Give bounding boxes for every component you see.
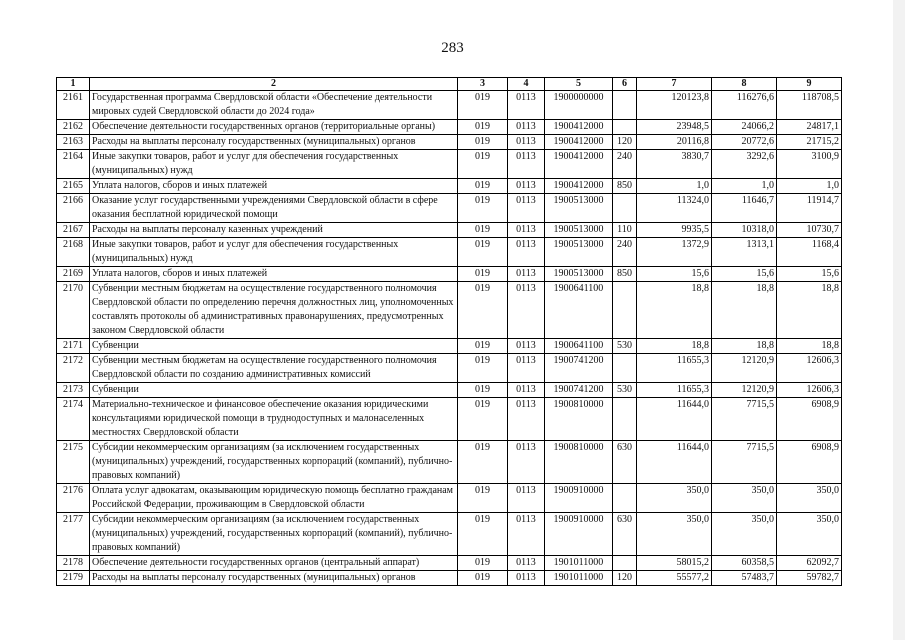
table-row (57, 354, 842, 383)
row-target-article: 1900412000 (545, 150, 613, 179)
table-row (57, 91, 842, 120)
row-department-code: 019 (458, 282, 508, 339)
row-number: 2176 (57, 484, 90, 513)
row-expense-type (613, 398, 637, 441)
row-amount-col9: 18,8 (777, 339, 842, 354)
header-cell: 4 (508, 78, 545, 91)
row-number: 2177 (57, 513, 90, 556)
row-name: Расходы на выплаты персоналу государственных (муниципальных) органов (90, 135, 458, 150)
page-edge (893, 0, 905, 640)
row-number: 2178 (57, 556, 90, 571)
row-amount-col8: 20772,6 (712, 135, 777, 150)
row-section-code: 0113 (508, 223, 545, 238)
row-amount-col8: 12120,9 (712, 383, 777, 398)
table-row (57, 282, 842, 339)
row-expense-type (613, 556, 637, 571)
header-cell: 2 (90, 78, 458, 91)
row-amount-col8: 7715,5 (712, 398, 777, 441)
header-cell: 9 (777, 78, 842, 91)
row-expense-type: 240 (613, 238, 637, 267)
table-row (57, 120, 842, 135)
row-amount-col8: 11646,7 (712, 194, 777, 223)
table-row (57, 484, 842, 513)
row-expense-type: 850 (613, 179, 637, 194)
row-expense-type: 530 (613, 339, 637, 354)
row-department-code: 019 (458, 398, 508, 441)
row-number: 2166 (57, 194, 90, 223)
row-name: Уплата налогов, сборов и иных платежей (90, 267, 458, 282)
row-section-code: 0113 (508, 339, 545, 354)
row-amount-col7: 11644,0 (637, 441, 712, 484)
table-row (57, 267, 842, 282)
row-amount-col7: 11644,0 (637, 398, 712, 441)
row-amount-col9: 6908,9 (777, 398, 842, 441)
row-amount-col7: 350,0 (637, 513, 712, 556)
row-amount-col7: 55577,2 (637, 571, 712, 586)
page-number: 283 (441, 40, 464, 56)
row-amount-col8: 7715,5 (712, 441, 777, 484)
row-number: 2162 (57, 120, 90, 135)
row-amount-col7: 11655,3 (637, 354, 712, 383)
row-section-code: 0113 (508, 571, 545, 586)
row-amount-col7: 350,0 (637, 484, 712, 513)
table-body (57, 91, 842, 586)
row-department-code: 019 (458, 484, 508, 513)
row-amount-col8: 350,0 (712, 513, 777, 556)
row-amount-col9: 118708,5 (777, 91, 842, 120)
row-department-code: 019 (458, 339, 508, 354)
row-target-article: 1901011000 (545, 571, 613, 586)
row-amount-col9: 59782,7 (777, 571, 842, 586)
row-name: Субсидии некоммерческим организациям (за исключением государственных (муниципальных) учреждений, государственных корпораций (компаний), публично-правовых компаний) (90, 513, 458, 556)
table-row (57, 179, 842, 194)
row-amount-col8: 1,0 (712, 179, 777, 194)
row-amount-col7: 120123,8 (637, 91, 712, 120)
row-section-code: 0113 (508, 513, 545, 556)
row-expense-type: 110 (613, 223, 637, 238)
table-row (57, 571, 842, 586)
row-expense-type (613, 282, 637, 339)
row-section-code: 0113 (508, 441, 545, 484)
row-amount-col9: 350,0 (777, 484, 842, 513)
row-amount-col9: 21715,2 (777, 135, 842, 150)
header-cell: 3 (458, 78, 508, 91)
table-row (57, 194, 842, 223)
row-amount-col7: 11324,0 (637, 194, 712, 223)
row-department-code: 019 (458, 238, 508, 267)
row-name: Оплата услуг адвокатам, оказывающим юридическую помощь бесплатно гражданам Российской Федерации, проживающим в Свердловской области (90, 484, 458, 513)
row-expense-type: 120 (613, 571, 637, 586)
table-row (57, 223, 842, 238)
row-amount-col7: 1,0 (637, 179, 712, 194)
row-name: Субсидии некоммерческим организациям (за исключением государственных (муниципальных) учреждений, государственных корпораций (компаний), публично-правовых компаний) (90, 441, 458, 484)
row-section-code: 0113 (508, 179, 545, 194)
row-number: 2161 (57, 91, 90, 120)
header-cell: 1 (57, 78, 90, 91)
row-section-code: 0113 (508, 194, 545, 223)
row-amount-col9: 12606,3 (777, 383, 842, 398)
row-amount-col8: 24066,2 (712, 120, 777, 135)
row-section-code: 0113 (508, 556, 545, 571)
row-department-code: 019 (458, 354, 508, 383)
row-expense-type: 850 (613, 267, 637, 282)
row-name: Расходы на выплаты персоналу государственных (муниципальных) органов (90, 571, 458, 586)
row-amount-col8: 3292,6 (712, 150, 777, 179)
row-section-code: 0113 (508, 238, 545, 267)
row-target-article: 1900412000 (545, 120, 613, 135)
row-amount-col7: 9935,5 (637, 223, 712, 238)
row-section-code: 0113 (508, 383, 545, 398)
row-department-code: 019 (458, 194, 508, 223)
row-number: 2175 (57, 441, 90, 484)
row-amount-col8: 350,0 (712, 484, 777, 513)
row-department-code: 019 (458, 556, 508, 571)
header-cell: 8 (712, 78, 777, 91)
row-name: Субвенции (90, 339, 458, 354)
row-number: 2174 (57, 398, 90, 441)
row-amount-col7: 20116,8 (637, 135, 712, 150)
row-target-article: 1900741200 (545, 383, 613, 398)
row-amount-col8: 60358,5 (712, 556, 777, 571)
row-department-code: 019 (458, 91, 508, 120)
row-section-code: 0113 (508, 135, 545, 150)
row-section-code: 0113 (508, 150, 545, 179)
row-amount-col7: 1372,9 (637, 238, 712, 267)
row-department-code: 019 (458, 267, 508, 282)
row-expense-type: 530 (613, 383, 637, 398)
row-amount-col8: 15,6 (712, 267, 777, 282)
row-section-code: 0113 (508, 282, 545, 339)
row-target-article: 1900641100 (545, 339, 613, 354)
row-department-code: 019 (458, 150, 508, 179)
row-name: Иные закупки товаров, работ и услуг для обеспечения государственных (муниципальных) нужд (90, 150, 458, 179)
row-name: Оказание услуг государственными учреждениями Свердловской области в сфере оказания бесплатной юридической помощи (90, 194, 458, 223)
row-amount-col9: 1168,4 (777, 238, 842, 267)
row-department-code: 019 (458, 223, 508, 238)
row-amount-col9: 18,8 (777, 282, 842, 339)
row-target-article: 1900513000 (545, 238, 613, 267)
row-target-article: 1900910000 (545, 513, 613, 556)
row-target-article: 1900810000 (545, 398, 613, 441)
header-cell: 5 (545, 78, 613, 91)
row-department-code: 019 (458, 441, 508, 484)
row-name: Государственная программа Свердловской области «Обеспечение деятельности мировых судей Свердловской области до 2024 года» (90, 91, 458, 120)
row-number: 2165 (57, 179, 90, 194)
row-number: 2168 (57, 238, 90, 267)
row-section-code: 0113 (508, 484, 545, 513)
row-number: 2171 (57, 339, 90, 354)
row-department-code: 019 (458, 135, 508, 150)
row-section-code: 0113 (508, 91, 545, 120)
row-amount-col7: 23948,5 (637, 120, 712, 135)
row-target-article: 1900412000 (545, 135, 613, 150)
table-row (57, 513, 842, 556)
row-amount-col9: 350,0 (777, 513, 842, 556)
row-amount-col7: 3830,7 (637, 150, 712, 179)
row-name: Уплата налогов, сборов и иных платежей (90, 179, 458, 194)
row-amount-col8: 1313,1 (712, 238, 777, 267)
row-department-code: 019 (458, 179, 508, 194)
row-amount-col9: 3100,9 (777, 150, 842, 179)
row-name: Субвенции (90, 383, 458, 398)
row-target-article: 1900810000 (545, 441, 613, 484)
row-expense-type: 240 (613, 150, 637, 179)
row-name: Обеспечение деятельности государственных органов (территориальные органы) (90, 120, 458, 135)
table-row (57, 339, 842, 354)
row-name: Материально-техническое и финансовое обеспечение оказания юридическими консультациями юридической помощи в труднодоступных и малонаселенных местностях Свердловской области (90, 398, 458, 441)
row-amount-col8: 12120,9 (712, 354, 777, 383)
row-expense-type (613, 194, 637, 223)
row-amount-col9: 1,0 (777, 179, 842, 194)
header-cell: 7 (637, 78, 712, 91)
row-expense-type (613, 484, 637, 513)
row-expense-type (613, 120, 637, 135)
row-department-code: 019 (458, 383, 508, 398)
row-name: Субвенции местным бюджетам на осуществление государственного полномочия Свердловской области по созданию административных комиссий (90, 354, 458, 383)
row-amount-col9: 24817,1 (777, 120, 842, 135)
row-amount-col7: 18,8 (637, 282, 712, 339)
row-target-article: 1900513000 (545, 267, 613, 282)
row-expense-type (613, 354, 637, 383)
row-number: 2167 (57, 223, 90, 238)
row-number: 2179 (57, 571, 90, 586)
row-expense-type (613, 91, 637, 120)
row-target-article: 1900741200 (545, 354, 613, 383)
row-department-code: 019 (458, 513, 508, 556)
row-target-article: 1900412000 (545, 179, 613, 194)
row-target-article: 1900641100 (545, 282, 613, 339)
row-target-article: 1900910000 (545, 484, 613, 513)
row-expense-type: 630 (613, 441, 637, 484)
table-row (57, 556, 842, 571)
header-cell: 6 (613, 78, 637, 91)
row-target-article: 1900513000 (545, 223, 613, 238)
row-amount-col7: 15,6 (637, 267, 712, 282)
row-amount-col8: 116276,6 (712, 91, 777, 120)
row-number: 2172 (57, 354, 90, 383)
row-name: Расходы на выплаты персоналу казенных учреждений (90, 223, 458, 238)
table-header-row (57, 78, 842, 91)
row-number: 2173 (57, 383, 90, 398)
row-number: 2163 (57, 135, 90, 150)
row-expense-type: 630 (613, 513, 637, 556)
row-amount-col7: 18,8 (637, 339, 712, 354)
table-row (57, 238, 842, 267)
row-amount-col8: 18,8 (712, 282, 777, 339)
row-section-code: 0113 (508, 354, 545, 383)
row-amount-col9: 12606,3 (777, 354, 842, 383)
row-name: Обеспечение деятельности государственных органов (центральный аппарат) (90, 556, 458, 571)
row-amount-col7: 11655,3 (637, 383, 712, 398)
row-amount-col9: 62092,7 (777, 556, 842, 571)
row-department-code: 019 (458, 120, 508, 135)
row-target-article: 1900513000 (545, 194, 613, 223)
row-name: Субвенции местным бюджетам на осуществление государственного полномочия Свердловской области по определению перечня должностных лиц, уполномоченных составлять протоколы об административных правонарушениях, предусмотренных законом Свердловской области (90, 282, 458, 339)
row-section-code: 0113 (508, 267, 545, 282)
row-target-article: 1901011000 (545, 556, 613, 571)
row-department-code: 019 (458, 571, 508, 586)
row-number: 2169 (57, 267, 90, 282)
row-amount-col9: 11914,7 (777, 194, 842, 223)
table-row (57, 441, 842, 484)
row-number: 2170 (57, 282, 90, 339)
row-name: Иные закупки товаров, работ и услуг для обеспечения государственных (муниципальных) нужд (90, 238, 458, 267)
row-expense-type: 120 (613, 135, 637, 150)
row-amount-col8: 10318,0 (712, 223, 777, 238)
budget-table (56, 77, 842, 586)
row-amount-col9: 15,6 (777, 267, 842, 282)
row-section-code: 0113 (508, 120, 545, 135)
row-section-code: 0113 (508, 398, 545, 441)
table-row (57, 135, 842, 150)
row-amount-col7: 58015,2 (637, 556, 712, 571)
row-amount-col9: 10730,7 (777, 223, 842, 238)
table-row (57, 398, 842, 441)
table-row (57, 383, 842, 398)
row-amount-col8: 57483,7 (712, 571, 777, 586)
row-number: 2164 (57, 150, 90, 179)
table-row (57, 150, 842, 179)
row-amount-col8: 18,8 (712, 339, 777, 354)
row-target-article: 1900000000 (545, 91, 613, 120)
row-amount-col9: 6908,9 (777, 441, 842, 484)
